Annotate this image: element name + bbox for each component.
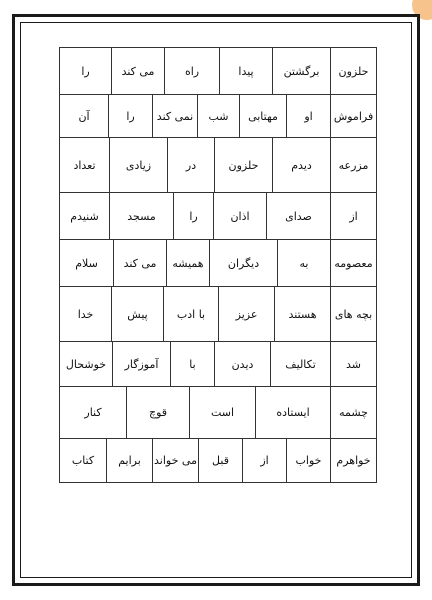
word-cell: قبل bbox=[198, 439, 242, 482]
word-cell: راه bbox=[164, 48, 219, 94]
word-cell: را bbox=[173, 193, 213, 239]
word-cell: است bbox=[189, 387, 255, 438]
word-cell: با ادب bbox=[163, 287, 218, 341]
word-cell: کنار bbox=[84, 406, 102, 419]
word-cell: خوشحال bbox=[65, 357, 107, 371]
word-cell: حلزون bbox=[214, 138, 272, 192]
word-cell: چشمه bbox=[330, 387, 376, 438]
table-row bbox=[59, 47, 377, 94]
word-cell: فراموش bbox=[330, 95, 376, 137]
word-cell: خواب bbox=[286, 439, 330, 482]
word-cell: پیدا bbox=[219, 48, 272, 94]
word-cell: از bbox=[330, 193, 376, 239]
word-cell: از bbox=[242, 439, 286, 482]
table-row bbox=[59, 94, 377, 137]
word-cell: مسجد bbox=[109, 193, 173, 239]
word-cell: مزرعه bbox=[330, 138, 376, 192]
table-row bbox=[59, 286, 377, 341]
word-cell: خواهرم bbox=[330, 439, 376, 482]
word-cell: ایستاده bbox=[255, 387, 330, 438]
word-cell: می کند bbox=[113, 240, 166, 286]
word-cell: دیدم bbox=[272, 138, 330, 192]
word-cell: کتاب bbox=[71, 454, 95, 467]
table-row bbox=[59, 239, 377, 286]
word-cell: در bbox=[167, 138, 214, 192]
word-cell: خدا bbox=[77, 307, 94, 321]
word-cell: زیادی bbox=[109, 138, 167, 192]
word-cell: شب bbox=[197, 95, 239, 137]
word-cell: آن bbox=[78, 109, 90, 123]
word-cell: او bbox=[286, 95, 330, 137]
word-cell: تکالیف bbox=[270, 342, 330, 386]
word-cell: حلزون bbox=[330, 48, 376, 94]
word-cell: عزیز bbox=[218, 287, 274, 341]
word-cell: شنیدم bbox=[70, 209, 99, 223]
table-row bbox=[59, 192, 377, 239]
word-cell: برایم bbox=[106, 439, 152, 482]
word-cell: دیدن bbox=[214, 342, 270, 386]
word-cell: پیش bbox=[111, 287, 163, 341]
word-cell: همیشه bbox=[166, 240, 209, 286]
table-row bbox=[59, 137, 377, 192]
word-cell: مهتابی bbox=[239, 95, 286, 137]
word-cell: قوچ bbox=[126, 387, 189, 438]
word-cell: بچه های bbox=[330, 287, 376, 341]
word-cell: هستند bbox=[274, 287, 330, 341]
word-cell: می کند bbox=[111, 48, 164, 94]
table-row bbox=[59, 341, 377, 386]
table-row bbox=[59, 386, 377, 438]
table-row bbox=[59, 438, 377, 483]
word-cell: تعداد bbox=[73, 158, 96, 172]
word-cell: را bbox=[81, 64, 90, 78]
word-cell: صدای bbox=[266, 193, 330, 239]
word-cell: شد bbox=[330, 342, 376, 386]
word-cell: نمی کند bbox=[152, 95, 197, 137]
word-cell: آموزگار bbox=[112, 342, 170, 386]
word-cell: دیگران bbox=[209, 240, 277, 286]
word-cell: می خواند bbox=[152, 439, 198, 482]
word-cell: برگشتن bbox=[272, 48, 330, 94]
word-cell: را bbox=[108, 95, 152, 137]
word-table bbox=[59, 47, 377, 483]
word-cell: اذان bbox=[213, 193, 266, 239]
word-cell: با bbox=[170, 342, 214, 386]
word-cell: سلام bbox=[75, 256, 98, 270]
word-cell: معصومه bbox=[330, 240, 376, 286]
word-cell: به bbox=[277, 240, 330, 286]
